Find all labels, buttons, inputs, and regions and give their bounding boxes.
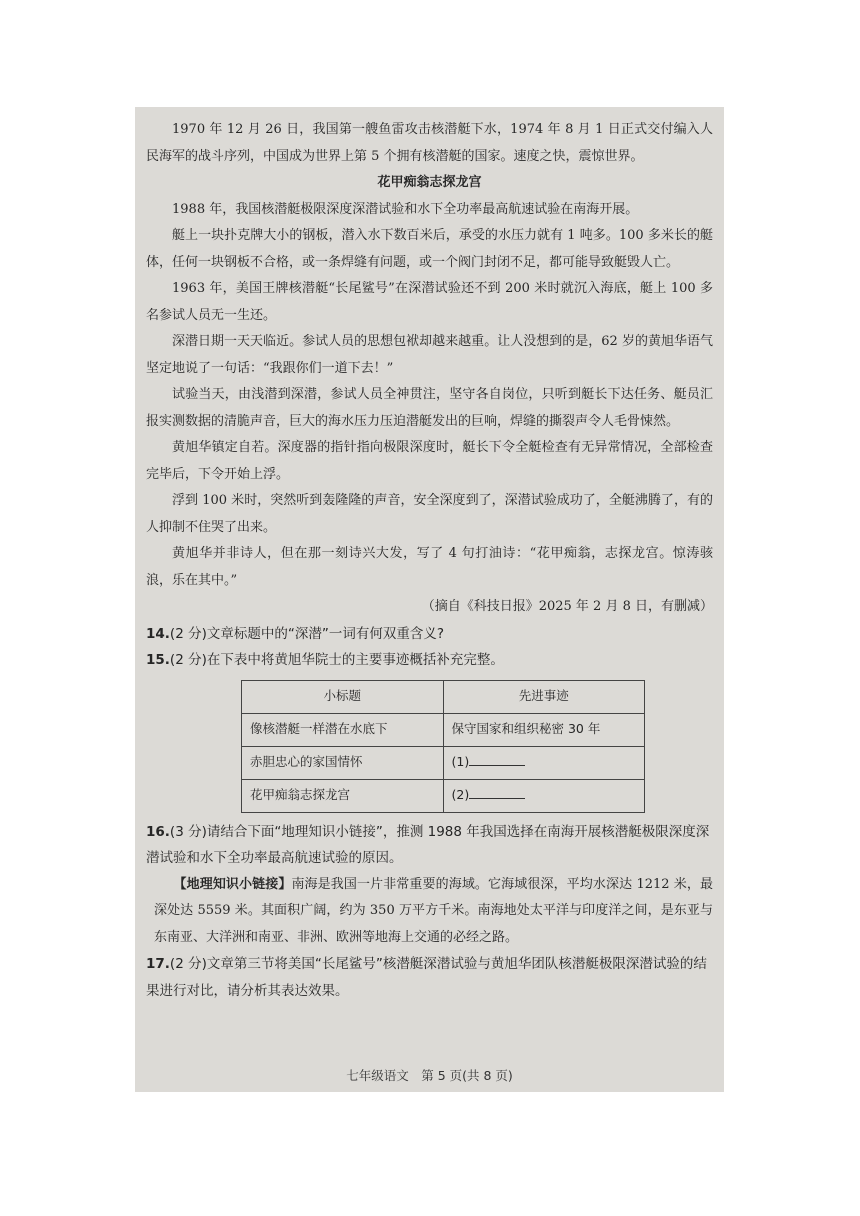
answer-blank[interactable]: [469, 786, 525, 799]
question-15: [146, 647, 713, 674]
passage-paragraph: 试验当天，由浅潜到深潜，参试人员全神贯注，坚守各自岗位，只听到艇长下达任务、艇员汇报实测数据的清脆声音，巨大的海水压力压迫潜艇发出的巨响，焊缝的撕裂声令人毛骨悚然。: [146, 387, 713, 429]
source-citation: （摘自《科技日报》2025 年 2 月 8 日，有删减）: [421, 599, 713, 614]
question-number: 16.: [146, 823, 170, 840]
deeds-table: [241, 680, 645, 813]
table-cell-title: 赤胆忠心的家国情怀: [242, 746, 444, 779]
table-row: [242, 746, 645, 779]
geo-link-tag: 【地理知识小链接】: [173, 876, 292, 892]
table-header: 小标题: [242, 680, 444, 713]
question-number: 17.: [146, 956, 170, 972]
page-content: [146, 117, 713, 1004]
passage-paragraph: 黄旭华并非诗人，但在那一刻诗兴大发，写了 4 句打油诗：“花甲痴翁，志探龙宫。惊涛骇浪，乐在其中。”: [146, 546, 713, 588]
passage-paragraph: 1988 年，我国核潜艇极限深度深潜试验和水下全功率最高航速试验在南海开展。: [172, 201, 639, 217]
passage-paragraph: 1963 年，美国王牌核潜艇“长尾鲨号”在深潜试验还不到 200 米时就沉入海底，艇上 100 多名参试人员无一生还。: [146, 281, 713, 323]
passage-paragraph: 浮到 100 米时，突然听到轰隆隆的声音，安全深度到了，深潜试验成功了，全艇沸腾了，有的人抑制不住哭了出来。: [146, 493, 713, 535]
table-row: [242, 713, 645, 746]
geo-link-text: 南海是我国一片非常重要的海域。它海域很深，平均水深达 1212 米，最深处达 5559 米。其面积广阔，约为 350 万平方千米。南海地处太平洋与印度洋之间，是东亚与东南亚、大洋洲和南亚、非洲、欧洲等地海上交通的必经之路。: [154, 876, 713, 945]
question-14: [146, 621, 713, 648]
answer-label: (1): [451, 754, 470, 770]
question-text: (2 分)在下表中将黄旭华院士的主要事迹概括补充完整。: [169, 652, 504, 668]
geo-knowledge-link: [146, 872, 713, 952]
table-cell-deed: [443, 746, 645, 779]
passage-paragraph: 黄旭华镇定自若。深度器的指针指向极限深度时，艇长下令全艇检查有无异常情况，全部检查完毕后，下令开始上浮。: [146, 440, 713, 482]
table-cell-title: 花甲痴翁志探龙宫: [242, 779, 444, 812]
section-subtitle: 花甲痴翁志探龙宫: [377, 175, 482, 190]
intro-paragraph: 1970 年 12 月 26 日，我国第一艘鱼雷攻击核潜艇下水，1974 年 8 月 1 日正式交付编入人民海军的战斗序列，中国成为世界上第 5 个拥有核潜艇的国家。速度之快，震惊世界。: [146, 122, 713, 164]
table-cell-deed: [443, 779, 645, 812]
passage-paragraph: 艇上一块扑克牌大小的钢板，潜入水下数百米后，承受的水压力就有 1 吨多。100 多米长的艇体，任何一块钢板不合格，或一条焊缝有问题，或一个阀门封闭不足，都可能导致艇毁人亡。: [146, 228, 713, 270]
table-header: 先进事迹: [443, 680, 645, 713]
answer-label: (2): [451, 787, 470, 803]
page-footer: 七年级语文 第 5 页(共 8 页): [346, 1068, 513, 1083]
table-cell-deed: 保守国家和组织秘密 30 年: [443, 713, 645, 746]
question-16: [146, 819, 713, 872]
question-text: (3 分)请结合下面“地理知识小链接”，推测 1988 年我国选择在南海开展核潜艇极限深度深潜试验和水下全功率最高航速试验的原因。: [146, 823, 710, 866]
table-row: [242, 779, 645, 812]
table-header-row: [242, 680, 645, 713]
question-number: 15.: [146, 652, 170, 668]
question-17: [146, 951, 713, 1004]
question-number: 14.: [146, 625, 170, 642]
question-text: (2 分)文章第三节将美国“长尾鲨号”核潜艇深潜试验与黄旭华团队核潜艇极限深潜试验的结果进行对比，请分析其表达效果。: [146, 956, 707, 999]
table-cell-title: 像核潜艇一样潜在水底下: [242, 713, 444, 746]
passage-paragraph: 深潜日期一天天临近。参试人员的思想包袱却越来越重。让人没想到的是，62 岁的黄旭华语气坚定地说了一句话：“我跟你们一道下去！”: [146, 334, 713, 376]
exam-page: [135, 107, 724, 1092]
answer-blank[interactable]: [469, 753, 525, 766]
question-text: (2 分)文章标题中的“深潜”一词有何双重含义?: [169, 625, 444, 642]
